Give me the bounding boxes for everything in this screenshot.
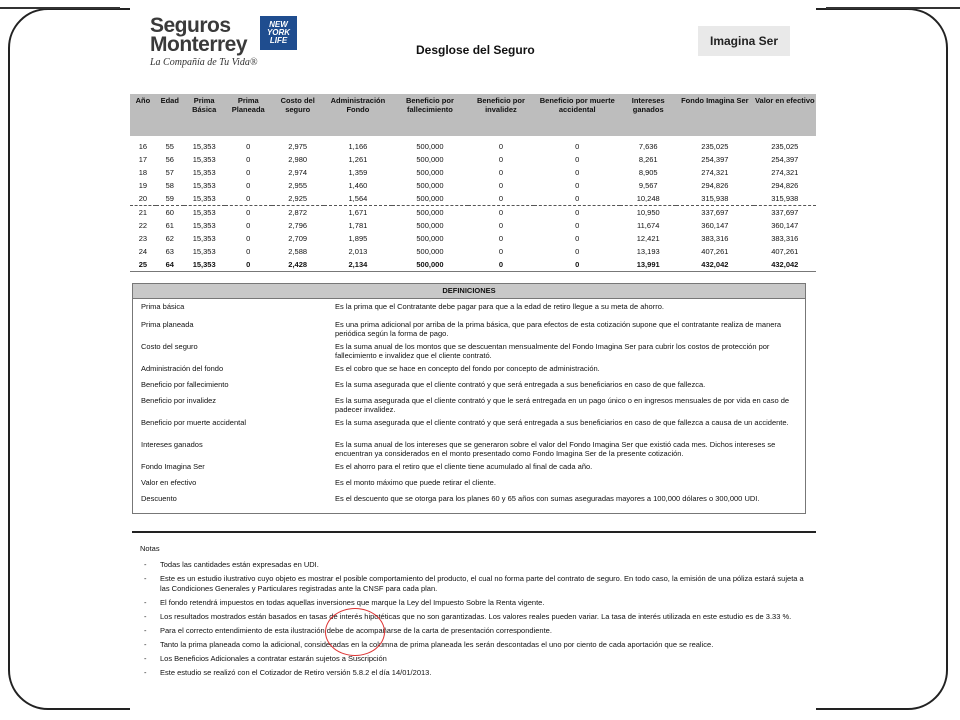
table-cell: 15,353 <box>192 247 216 256</box>
table-cell: 407,261 <box>701 247 729 256</box>
section-divider <box>132 531 816 533</box>
definitions-title: DEFINICIONES <box>133 284 805 299</box>
definition-description: Es la suma asegurada que el cliente contrató y que será entregada a sus beneficiarios en caso de que fallezca. <box>335 380 706 389</box>
table-cell: 18 <box>138 168 148 177</box>
table-cell: 2,428 <box>272 258 324 272</box>
table-cell: 7,636 <box>638 142 658 151</box>
table-cell: 383,316 <box>701 234 729 243</box>
column-header: Beneficio por fallecimiento <box>392 94 467 136</box>
note-bullet: - <box>144 626 147 635</box>
definition-term: Prima planeada <box>141 320 194 329</box>
table-cell: 0 <box>575 247 580 256</box>
table-cell: 500,000 <box>416 181 444 190</box>
table-cell: 10,950 <box>620 206 676 220</box>
definition-description: Es la suma asegurada que el cliente contrató y que será entregada a sus beneficiarios en caso de que fallezca a causa de un accidente. <box>335 418 789 427</box>
definition-term: Costo del seguro <box>141 342 198 351</box>
table-cell: 0 <box>225 206 272 220</box>
table-cell: 315,938 <box>701 194 729 203</box>
table-cell: 61 <box>165 221 174 230</box>
table-cell: 17 <box>138 155 148 164</box>
definition-row <box>133 393 805 415</box>
table-cell: 0 <box>575 234 580 243</box>
table-cell: 16 <box>138 142 148 151</box>
table-cell: 13,193 <box>636 247 660 256</box>
table-cell: 500,000 <box>416 247 444 256</box>
note-item <box>140 668 806 678</box>
table-cell: 235,025 <box>701 142 729 151</box>
table-cell: 0 <box>246 247 251 256</box>
table-cell: 15,353 <box>192 142 216 151</box>
logo-line1: Seguros <box>150 14 231 37</box>
table-cell: 15,353 <box>192 168 216 177</box>
table-cell: 56 <box>165 155 174 164</box>
column-header: Edad <box>156 94 184 136</box>
column-header: Prima Planeada <box>225 94 272 136</box>
table-cell: 1,671 <box>324 206 393 220</box>
table-row <box>130 232 816 245</box>
table-cell: 0 <box>468 258 535 272</box>
table-cell: 0 <box>575 155 580 164</box>
table-cell: 0 <box>246 155 251 164</box>
definition-term: Administración del fondo <box>141 364 224 373</box>
table-cell: 2,588 <box>288 247 308 256</box>
note-text: Este es un estudio ilustrativo cuyo objeto es mostrar el posible comportamiento del producto, el cual no forma parte del contrato de seguro. En todo caso, la emisión de una póliza estará sujeta a las Condiciones Generales y Particulares registradas ante la CNSF para cada plan. <box>160 574 804 593</box>
note-bullet: - <box>144 574 147 583</box>
table-row <box>130 140 816 153</box>
table-cell: 20 <box>138 194 148 203</box>
definition-term: Intereses ganados <box>141 440 203 449</box>
table-cell: 2,925 <box>288 194 308 203</box>
table-cell: 0 <box>498 234 503 243</box>
table-cell: 11,674 <box>637 221 660 230</box>
table-row <box>130 192 816 206</box>
table-cell: 10,248 <box>636 194 660 203</box>
notes-section <box>140 544 806 682</box>
definition-row <box>133 491 805 513</box>
note-bullet: - <box>144 560 147 569</box>
definitions-list <box>133 299 805 513</box>
slide-top-line-right <box>826 7 960 9</box>
column-header: Fondo Imagina Ser <box>676 94 753 136</box>
table-cell: 64 <box>156 258 184 272</box>
definition-description: Es la suma anual de los intereses que se generaron sobre el valor del Fondo Imagina Ser que existió cada mes. Dichos intereses se encuentran ya considerados en el monto presentado como Fondo Imagina Ser de la presente cotización. <box>335 440 776 458</box>
definition-description: Es una prima adicional por arriba de la prima básica, que para efectos de esta cotización supone que el contratante realiza de manera periódica según la forma de pago. <box>335 320 782 338</box>
table-cell: 1,166 <box>348 142 368 151</box>
table-cell: 63 <box>165 247 174 256</box>
table-body <box>130 136 816 272</box>
note-text: Este estudio se realizó con el Cotizador de Retiro versión 5.8.2 el día 14/01/2013. <box>160 668 432 677</box>
definition-row <box>133 475 805 491</box>
definition-row <box>133 299 805 317</box>
definition-row <box>133 377 805 393</box>
table-cell: 22 <box>138 221 148 230</box>
column-header: Administración Fondo <box>324 94 393 136</box>
note-bullet: - <box>144 640 147 649</box>
table-cell: 294,826 <box>771 181 799 190</box>
insurance-breakdown-table <box>130 94 816 272</box>
table-cell: 2,796 <box>288 221 308 230</box>
definition-row <box>133 415 805 437</box>
definition-description: Es el cobro que se hace en concepto del fondo por concepto de administración. <box>335 364 600 373</box>
table-cell: 383,316 <box>771 234 799 243</box>
table-cell: 2,980 <box>288 155 308 164</box>
table-cell: 500,000 <box>416 142 444 151</box>
table-row <box>130 219 816 232</box>
badge-word-1: NEW <box>269 20 288 29</box>
note-text: Tanto la prima planeada como la adicional, consideradas en la columna de prima planeada les serán descontadas el uno por ciento de cada aportación que se realice. <box>160 640 714 649</box>
table-cell: 337,697 <box>754 206 816 220</box>
table-cell: 2,872 <box>272 206 324 220</box>
table-row <box>130 153 816 166</box>
note-text: Los Beneficios Adicionales a contratar estarán sujetos a Suscripción <box>160 654 387 663</box>
definition-term: Beneficio por muerte accidental <box>141 418 247 427</box>
table-cell: 0 <box>246 221 251 230</box>
table-cell: 500,000 <box>416 221 444 230</box>
table-cell: 2,013 <box>348 247 368 256</box>
definition-term: Prima básica <box>141 302 185 311</box>
table-cell: 55 <box>165 142 174 151</box>
table-cell: 15,353 <box>192 181 216 190</box>
table-cell: 1,781 <box>348 221 368 230</box>
column-header: Año <box>130 94 156 136</box>
table-cell: 2,974 <box>288 168 308 177</box>
note-text: Todas las cantidades están expresadas en UDI. <box>160 560 319 569</box>
table-cell: 23 <box>138 234 148 243</box>
table-cell: 0 <box>534 258 620 272</box>
badge-word-2: YORK <box>266 28 291 37</box>
table-cell: 2,134 <box>324 258 393 272</box>
column-header: Prima Básica <box>184 94 225 136</box>
table-cell: 274,321 <box>701 168 729 177</box>
badge-word-3: LIFE <box>269 36 288 45</box>
definition-row <box>133 361 805 377</box>
seguros-monterrey-logo <box>150 14 291 68</box>
table-cell: 0 <box>575 142 580 151</box>
table-cell: 0 <box>498 221 503 230</box>
document-page <box>130 4 816 712</box>
table-cell: 360,147 <box>771 221 799 230</box>
logo-line2: Monterrey <box>150 33 248 56</box>
table-cell: 15,353 <box>184 206 225 220</box>
table-cell: 0 <box>246 234 251 243</box>
note-item <box>140 612 806 622</box>
table-cell: 0 <box>498 142 503 151</box>
table-cell: 0 <box>468 206 535 220</box>
table-cell: 13,991 <box>620 258 676 272</box>
column-header: Beneficio por invalidez <box>468 94 535 136</box>
table-cell: 2,975 <box>288 142 308 151</box>
note-bullet: - <box>144 612 147 621</box>
table-cell: 360,147 <box>701 221 729 230</box>
table-cell: 432,042 <box>754 258 816 272</box>
slide-top-line-left <box>0 7 120 9</box>
note-bullet: - <box>144 598 147 607</box>
table-cell: 0 <box>575 221 580 230</box>
table-cell: 21 <box>130 206 156 220</box>
table-row <box>130 206 816 220</box>
table-cell: 1,261 <box>348 155 368 164</box>
table-cell: 0 <box>575 181 580 190</box>
note-item <box>140 598 806 608</box>
definition-row <box>133 317 805 339</box>
table-cell: 19 <box>138 181 148 190</box>
table-cell: 58 <box>165 181 174 190</box>
table-cell: 8,261 <box>638 155 658 164</box>
logo-slogan: La Compañía de Tu Vida® <box>150 57 258 68</box>
definition-term: Fondo Imagina Ser <box>141 462 205 471</box>
table-cell: 12,421 <box>636 234 660 243</box>
table-cell: 1,895 <box>348 234 368 243</box>
note-item <box>140 654 806 664</box>
table-cell: 15,353 <box>192 221 216 230</box>
table-row <box>130 258 816 272</box>
table-cell: 8,905 <box>638 168 658 177</box>
table-cell: 432,042 <box>676 258 753 272</box>
definition-row <box>133 339 805 361</box>
column-header: Intereses ganados <box>620 94 676 136</box>
table-cell: 1,359 <box>348 168 368 177</box>
note-bullet: - <box>144 668 147 677</box>
table-cell: 0 <box>498 168 503 177</box>
definition-description: Es el monto máximo que puede retirar el cliente. <box>335 478 496 487</box>
table-row <box>130 179 816 192</box>
table-cell: 0 <box>498 194 503 203</box>
table-cell: 235,025 <box>771 142 799 151</box>
table-cell: 0 <box>575 168 580 177</box>
definition-description: Es el ahorro para el retiro que el cliente tiene acumulado al final de cada año. <box>335 462 593 471</box>
table-cell: 9,567 <box>638 181 658 190</box>
definition-row <box>133 459 805 475</box>
note-text: El fondo retendrá impuestos en todas aquellas inversiones que marque la Ley del Impuesto Sobre la Renta vigente. <box>160 598 545 607</box>
table-cell: 25 <box>130 258 156 272</box>
definition-description: Es la suma asegurada que el cliente contrató y que le será entregada en un pago único o en ingresos mensuales de por vida en caso de padecer invalidez. <box>335 396 790 414</box>
table-cell: 274,321 <box>771 168 799 177</box>
table-cell: 2,955 <box>288 181 308 190</box>
definition-term: Valor en efectivo <box>141 478 197 487</box>
table-cell: 0 <box>246 194 251 203</box>
definition-description: Es la prima que el Contratante debe pagar para que a la edad de retiro llegue a su meta de ahorro. <box>335 302 664 311</box>
notes-title: Notas <box>140 544 160 553</box>
table-cell: 500,000 <box>392 258 467 272</box>
table-cell: 0 <box>246 142 251 151</box>
table-cell: 0 <box>534 206 620 220</box>
column-header: Valor en efectivo <box>754 94 816 136</box>
table-cell: 57 <box>165 168 174 177</box>
definition-description: Es la suma anual de los montos que se descuentan mensualmente del Fondo Imagina Ser para cubrir los costos de protección por fallecimiento e invalidez que el cliente contrató. <box>335 342 770 360</box>
table-cell: 500,000 <box>416 234 444 243</box>
definition-term: Beneficio por fallecimiento <box>141 380 229 389</box>
table-cell: 0 <box>246 168 251 177</box>
table-cell: 62 <box>165 234 174 243</box>
definition-row <box>133 437 805 459</box>
red-circle-annotation <box>325 608 385 656</box>
table-cell: 1,460 <box>348 181 368 190</box>
table-cell: 2,709 <box>288 234 308 243</box>
document-title: Desglose del Seguro <box>416 43 535 57</box>
table-cell: 1,564 <box>348 194 368 203</box>
table-cell: 59 <box>165 194 174 203</box>
table-cell: 500,000 <box>416 194 444 203</box>
definition-term: Descuento <box>141 494 177 503</box>
table-cell: 15,353 <box>192 194 216 203</box>
table-cell: 500,000 <box>416 155 444 164</box>
note-text: Los resultados mostrados están basados en tasas de interés hipotéticas que no son garantizadas. Los valores reales pueden variar. La tasa de interés utilizada en este estudio es de 3.33 %. <box>160 612 792 621</box>
column-header: Costo del seguro <box>272 94 324 136</box>
table-cell: 500,000 <box>392 206 467 220</box>
table-cell: 0 <box>498 155 503 164</box>
notes-list <box>140 560 806 678</box>
table-cell: 15,353 <box>184 258 225 272</box>
table-row <box>130 245 816 258</box>
table-cell: 15,353 <box>192 155 216 164</box>
table-cell: 337,697 <box>676 206 753 220</box>
table-cell: 15,353 <box>192 234 216 243</box>
table-cell: 60 <box>156 206 184 220</box>
table-cell: 0 <box>498 247 503 256</box>
note-item <box>140 574 806 594</box>
table-cell: 254,397 <box>701 155 729 164</box>
table-cell: 500,000 <box>416 168 444 177</box>
note-item <box>140 640 806 650</box>
definition-description: Es el descuento que se otorga para los planes 60 y 65 años con sumas aseguradas mayores a 100,000 dólares o 300,000 UDI. <box>335 494 760 503</box>
column-header: Beneficio por muerte accidental <box>534 94 620 136</box>
note-item <box>140 560 806 570</box>
table-cell: 254,397 <box>771 155 799 164</box>
table-header-row <box>130 94 816 136</box>
table-row <box>130 166 816 179</box>
imagina-ser-brand: Imagina Ser <box>698 26 790 56</box>
table-cell: 24 <box>138 247 148 256</box>
table-cell: 294,826 <box>701 181 729 190</box>
new-york-life-badge <box>260 16 297 50</box>
note-bullet: - <box>144 654 147 663</box>
note-item <box>140 626 806 636</box>
table-cell: 0 <box>225 258 272 272</box>
note-text: Para el correcto entendimiento de esta ilustración debe de acompañarse de la carta de presentación correspondiente. <box>160 626 552 635</box>
table-cell: 315,938 <box>771 194 799 203</box>
table-cell: 0 <box>575 194 580 203</box>
table-cell: 0 <box>246 181 251 190</box>
definitions-box <box>132 283 806 514</box>
definition-term: Beneficio por invalidez <box>141 396 217 405</box>
table-cell: 0 <box>498 181 503 190</box>
table-cell: 407,261 <box>771 247 799 256</box>
